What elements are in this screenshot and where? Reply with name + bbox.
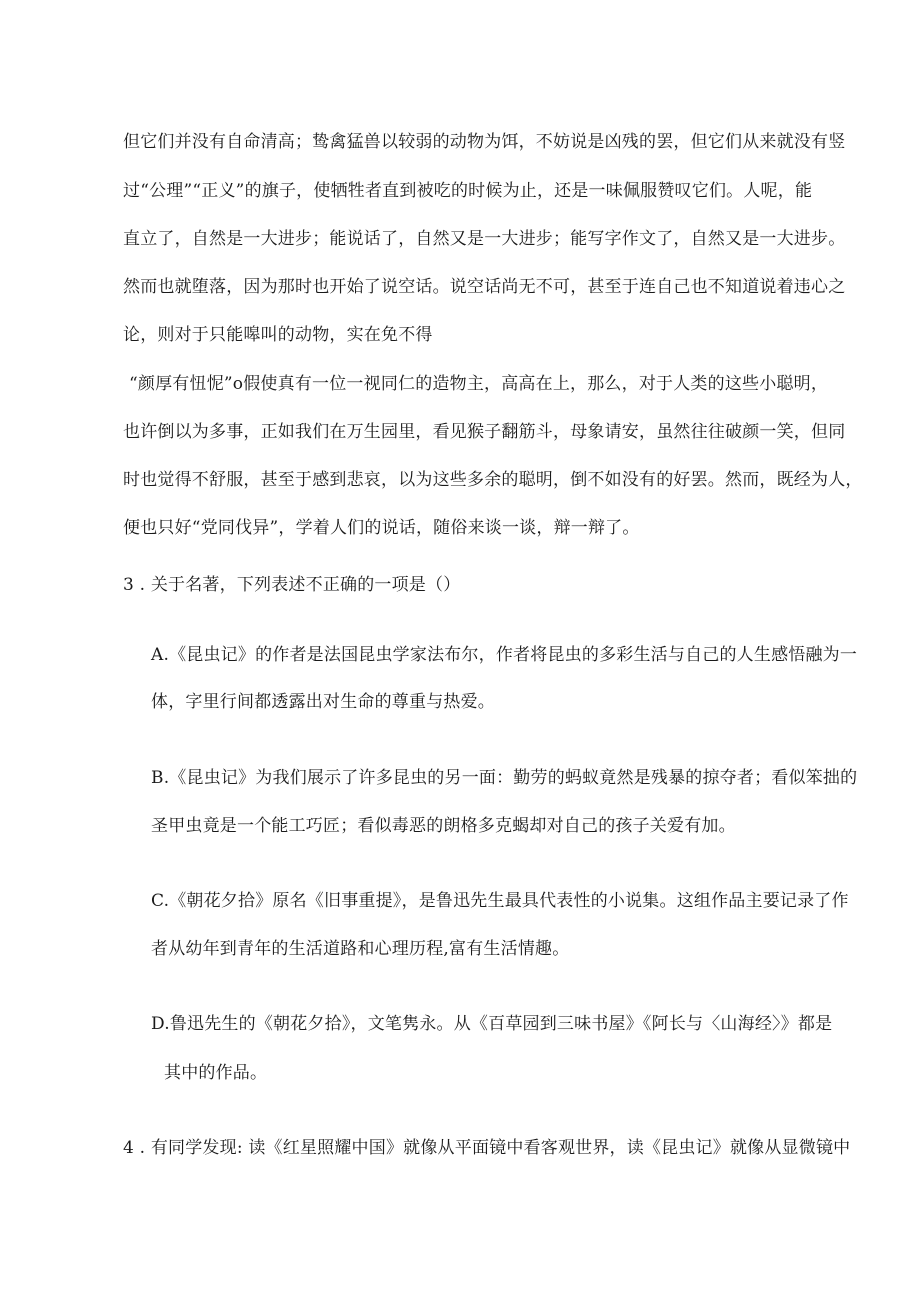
option-a-line-2: 体，字里行间都透露出对生命的尊重与热爱。 [151, 692, 495, 712]
passage-line: 也许倒以为多事，正如我们在万生园里，看见猴子翻筋斗，母象请安，虽然往往破颜一笑，但同 [123, 422, 846, 442]
option-b-line-2: 圣甲虫竟是一个能工巧匠；看似毒恶的朗格多克蝎却对自己的孩子关爱有加。 [151, 816, 736, 836]
passage-line: 但它们并没有自命清高；鸷禽猛兽以较弱的动物为饵，不妨说是凶残的罢，但它们从来就没有竖 [123, 132, 846, 152]
option-d-line-1: D.鲁迅先生的《朝花夕拾》，文笔隽永。从《百草园到三味书屋》《阿长与〈山海经〉》都是 [151, 1014, 833, 1034]
option-a-line-1: A.《昆虫记》的作者是法国昆虫学家法布尔，作者将昆虫的多彩生活与自己的人生感悟融为一 [151, 645, 858, 665]
passage-line: 便也只好“党同伐异”，学着人们的说话，随俗来谈一谈，辩一辩了。 [123, 518, 640, 538]
option-d-line-2: 其中的作品。 [164, 1063, 268, 1083]
passage-line: 时也觉得不舒服，甚至于感到悲哀，以为这些多余的聪明，倒不如没有的好罢。然而，既经为人， [123, 470, 863, 490]
option-c-line-1: C.《朝花夕拾》原名《旧事重提》，是鲁迅先生最具代表性的小说集。这组作品主要记录了作 [151, 891, 849, 911]
passage-line: 过“公理”“正义”的旗子，使牺牲者直到被吃的时候为止，还是一味佩服赞叹它们。人呢，能 [123, 181, 813, 201]
passage-line: 直立了，自然是一大进步；能说话了，自然又是一大进步；能写字作文了，自然又是一大进步。 [123, 229, 846, 249]
question-3-stem: 3 . 关于名著，下列表述不正确的一项是（） [123, 575, 461, 595]
option-c-line-2: 者从幼年到青年的生活道路和心理历程,富有生活情趣。 [151, 939, 570, 959]
passage-line: 论，则对于只能嗥叫的动物，实在免不得 [123, 325, 433, 345]
passage-line: “颜厚有忸怩”o假使真有一位一视同仁的造物主，高高在上，那么，对于人类的这些小聪明， [129, 374, 829, 394]
passage-line: 然而也就堕落，因为那时也开始了说空话。说空话尚无不可，甚至于连自己也不知道说着违心之 [123, 277, 846, 297]
question-4-stem: 4 . 有同学发现: 读《红星照耀中国》就像从平面镜中看客观世界，读《昆虫记》就像从显微镜中 [123, 1138, 851, 1158]
option-b-line-1: B.《昆虫记》为我们展示了许多昆虫的另一面：勤劳的蚂蚁竟然是残暴的掠夺者；看似笨拙的 [151, 768, 858, 788]
